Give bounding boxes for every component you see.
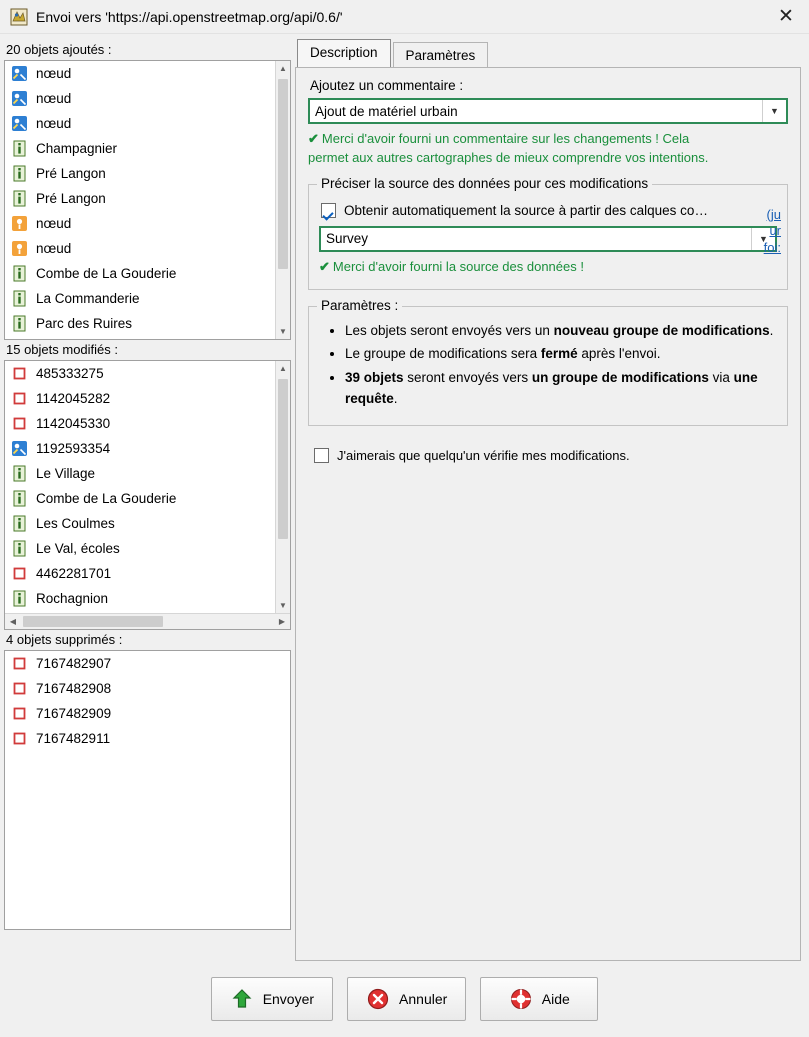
source-input[interactable]: Survey xyxy=(321,228,751,250)
list-item[interactable] xyxy=(5,286,275,311)
dialog-buttonbar xyxy=(0,961,809,1037)
list-item-label: 4462281701 xyxy=(36,566,112,581)
deleted-objects-header: 4 objets supprimés : xyxy=(6,632,123,647)
list-item[interactable] xyxy=(5,701,290,726)
deleted-square-icon xyxy=(11,565,28,582)
source-group xyxy=(308,175,788,290)
tab-description-label: Description xyxy=(310,45,378,60)
list-item-label: 1142045330 xyxy=(36,416,111,431)
list-item-label: Rochagnion xyxy=(36,591,109,606)
list-item[interactable] xyxy=(5,386,275,411)
list-item-label: nœud xyxy=(36,66,72,81)
list-item-label: 7167482907 xyxy=(36,656,112,671)
list-item-label: Pré Langon xyxy=(36,166,106,181)
review-label: J'aimerais que quelqu'un vérifie mes modifications. xyxy=(337,448,630,464)
node-tagged-icon xyxy=(11,90,28,107)
list-item-label: nœud xyxy=(36,241,72,256)
dialog-content xyxy=(0,34,809,961)
auto-source-checkbox-row[interactable] xyxy=(321,203,731,218)
list-item-label: 7167482911 xyxy=(36,731,111,746)
list-item-label: Champagnier xyxy=(36,141,118,156)
scroll-up-icon[interactable]: ▲ xyxy=(276,61,290,76)
scroll-thumb[interactable] xyxy=(278,79,288,269)
upload-button[interactable] xyxy=(211,977,333,1021)
source-hint xyxy=(319,258,777,277)
node-icon xyxy=(11,215,28,232)
scroll-left-icon[interactable]: ◀ xyxy=(9,617,17,626)
info-icon xyxy=(11,315,28,332)
check-icon: ✔ xyxy=(319,258,330,274)
info-icon xyxy=(11,265,28,282)
list-item[interactable] xyxy=(5,561,275,586)
list-item[interactable] xyxy=(5,726,290,751)
modified-list-vscrollbar[interactable] xyxy=(275,361,290,613)
list-item[interactable] xyxy=(5,676,290,701)
cancel-button[interactable] xyxy=(347,977,466,1021)
modified-objects-list[interactable] xyxy=(4,360,291,630)
list-item[interactable] xyxy=(5,236,275,261)
comment-label: Ajoutez un commentaire : xyxy=(310,78,464,93)
comment-input[interactable]: Ajout de matériel urbain xyxy=(310,100,762,122)
list-item[interactable] xyxy=(5,586,275,611)
deleted-square-icon xyxy=(11,680,28,697)
close-icon[interactable]: ✕ xyxy=(778,6,794,27)
list-item: • 39 objets seront envoyés vers un groupe de modifications via une requête. xyxy=(345,368,777,410)
parameters-group xyxy=(308,297,788,427)
source-combobox[interactable] xyxy=(319,226,777,252)
deleted-square-icon xyxy=(11,730,28,747)
comment-combobox[interactable] xyxy=(308,98,788,124)
help-button[interactable] xyxy=(480,977,598,1021)
list-item: • Les objets seront envoyés vers un nouveau groupe de modifications. xyxy=(345,321,777,342)
review-checkbox-row[interactable] xyxy=(314,448,788,463)
list-item[interactable] xyxy=(5,186,275,211)
comment-hint-line1: Merci d'avoir fourni un commentaire sur les changements ! Cela xyxy=(321,131,690,146)
info-icon xyxy=(11,140,28,157)
info-icon xyxy=(11,465,28,482)
tab-panel-description xyxy=(295,67,801,961)
node-tagged-icon xyxy=(11,65,28,82)
tab-parametres[interactable] xyxy=(393,42,489,68)
deleted-objects-list[interactable] xyxy=(4,650,291,930)
chevron-down-icon[interactable]: ▼ xyxy=(762,100,786,122)
info-icon xyxy=(11,165,28,182)
list-item[interactable] xyxy=(5,61,275,86)
scroll-up-icon[interactable]: ▲ xyxy=(276,361,290,376)
help-button-label: Aide xyxy=(541,991,570,1007)
deleted-square-icon xyxy=(11,415,28,432)
node-icon xyxy=(11,240,28,257)
info-icon xyxy=(11,490,28,507)
list-item[interactable] xyxy=(5,86,275,111)
list-item-label: 1192593354 xyxy=(36,441,111,456)
list-item-label: 485333275 xyxy=(36,366,104,381)
comment-hint-line2: permet aux autres cartographes de mieux comprendre vos intentions. xyxy=(308,149,709,165)
added-objects-header: 20 objets ajoutés : xyxy=(6,42,112,57)
list-item[interactable] xyxy=(5,261,275,286)
info-icon xyxy=(11,590,28,607)
list-item[interactable] xyxy=(5,511,275,536)
list-item[interactable] xyxy=(5,411,275,436)
list-item-label: Combe de La Gouderie xyxy=(36,491,177,506)
scroll-thumb[interactable] xyxy=(278,379,288,539)
source-group-legend: Préciser la source des données pour ces modifications xyxy=(317,176,652,191)
modified-objects-header: 15 objets modifiés : xyxy=(6,342,119,357)
list-item[interactable] xyxy=(5,436,275,461)
deleted-square-icon xyxy=(11,365,28,382)
source-hint-text: Merci d'avoir fourni la source des données ! xyxy=(332,258,584,274)
scroll-right-icon[interactable]: ▶ xyxy=(278,617,286,626)
window-title: Envoi vers 'https://api.openstreetmap.org/api/0.6/' xyxy=(36,8,343,25)
list-item-label: nœud xyxy=(36,91,72,106)
source-link-3[interactable]: foi: xyxy=(763,239,781,255)
objects-panel xyxy=(0,34,291,961)
deleted-square-icon xyxy=(11,655,28,672)
source-link-1[interactable]: (ju xyxy=(766,206,781,222)
list-item[interactable] xyxy=(5,461,275,486)
tab-description[interactable] xyxy=(297,39,391,67)
review-checkbox[interactable] xyxy=(314,448,329,463)
auto-source-checkbox[interactable] xyxy=(321,203,336,218)
source-link-2[interactable]: ur xyxy=(769,223,781,239)
node-tagged-icon xyxy=(11,440,28,457)
help-lifebuoy-icon xyxy=(509,987,533,1011)
info-icon xyxy=(11,290,28,307)
list-item-label: Combe de La Gouderie xyxy=(36,266,177,281)
list-item[interactable] xyxy=(5,651,290,676)
tabstrip xyxy=(297,40,801,67)
josm-icon xyxy=(10,8,28,26)
parameters-list xyxy=(319,321,777,411)
info-icon xyxy=(11,515,28,532)
auto-source-label: Obtenir automatiquement la source à partir des calques co… xyxy=(344,202,708,218)
scroll-down-icon[interactable]: ▼ xyxy=(276,598,290,613)
list-item[interactable] xyxy=(5,111,275,136)
check-icon: ✔ xyxy=(308,131,319,146)
scroll-down-icon[interactable]: ▼ xyxy=(276,324,290,339)
list-item[interactable] xyxy=(5,161,275,186)
list-item: • Le groupe de modifications sera fermé après l'envoi. xyxy=(345,344,777,365)
cancel-icon xyxy=(366,987,390,1011)
info-icon xyxy=(11,190,28,207)
chevron-down-icon[interactable]: ▼ xyxy=(751,228,775,250)
window-titlebar xyxy=(0,0,809,34)
list-item-label: nœud xyxy=(36,116,72,131)
list-item[interactable] xyxy=(5,311,275,336)
list-item-label: Pré Langon xyxy=(36,191,106,206)
list-item-label: 1142045282 xyxy=(36,391,111,406)
node-tagged-icon xyxy=(11,115,28,132)
comment-hint xyxy=(308,130,788,168)
list-item-label: Parc des Ruires xyxy=(36,316,133,331)
list-item[interactable] xyxy=(5,136,275,161)
scroll-thumb[interactable] xyxy=(23,616,163,627)
upload-arrow-icon xyxy=(230,987,254,1011)
list-item-label: 7167482909 xyxy=(36,706,112,721)
info-icon xyxy=(11,540,28,557)
cancel-button-label: Annuler xyxy=(399,991,448,1007)
list-item-label: La Commanderie xyxy=(36,291,140,306)
added-list-vscrollbar[interactable] xyxy=(275,61,290,339)
list-item-label: Les Coulmes xyxy=(36,516,115,531)
list-item[interactable] xyxy=(5,211,275,236)
deleted-square-icon xyxy=(11,390,28,407)
list-item-label: Le Val, écoles xyxy=(36,541,120,556)
tab-parametres-label: Paramètres xyxy=(405,48,476,63)
list-item[interactable] xyxy=(5,536,275,561)
parameters-group-legend: Paramètres : xyxy=(317,298,402,313)
added-objects-list[interactable] xyxy=(4,60,291,340)
source-help-links xyxy=(764,207,781,257)
list-item-label: nœud xyxy=(36,216,72,231)
list-item-label: Le Village xyxy=(36,466,96,481)
list-item-label: 7167482908 xyxy=(36,681,112,696)
list-item[interactable] xyxy=(5,486,275,511)
details-panel xyxy=(291,34,809,961)
modified-list-hscrollbar[interactable] xyxy=(5,613,290,629)
deleted-square-icon xyxy=(11,705,28,722)
list-item[interactable] xyxy=(5,361,275,386)
upload-button-label: Envoyer xyxy=(262,991,315,1007)
